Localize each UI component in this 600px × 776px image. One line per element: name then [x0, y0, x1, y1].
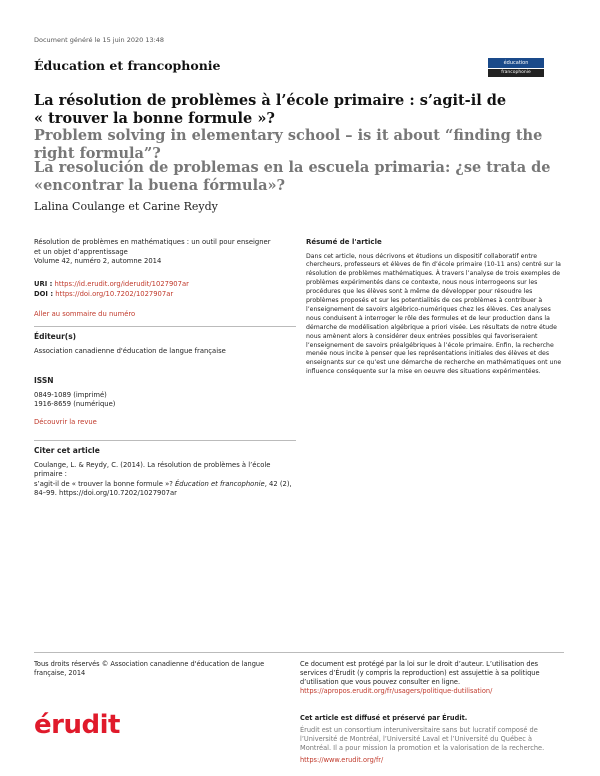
generated-date: Document généré le 15 juin 2020 13:48: [34, 36, 165, 44]
title-english: [34, 127, 554, 163]
journal-logo: [488, 58, 544, 82]
publisher-section: [34, 332, 296, 356]
cite-line1: Coulange, L. & Reydy, C. (2014). La résolution de problèmes à l’école primaire :: [34, 460, 271, 478]
identifiers: [34, 280, 296, 299]
erudit-logo[interactable]: érudit: [34, 710, 120, 740]
abstract-label: Résumé de l'article: [306, 238, 382, 246]
cite-section: [34, 446, 296, 499]
copyright-text: Ce document est protégé par la loi sur le droit d’auteur. L’utilisation des services d’Érudit (y compris la reproduction) est assujettie à sa politique d’utilisation que vous pouvez consulter en ligne.: [300, 660, 540, 686]
cite-journal: Éducation et francophonie: [175, 479, 265, 488]
footer-divider: [34, 652, 564, 653]
issue-info: [34, 238, 296, 267]
doi-row: [34, 290, 296, 300]
title-spanish: [34, 159, 554, 195]
issn-print: 0849-1089 (imprimé): [34, 390, 107, 399]
title-french-line2: « trouver la bonne formule »?: [34, 110, 275, 127]
issue-volume: Volume 42, numéro 2, automne 2014: [34, 257, 162, 265]
issue-title-line1: Résolution de problèmes en mathématiques : un outil pour enseigner: [34, 238, 271, 246]
issue-title-line2: et un objet d’apprentissage: [34, 247, 128, 256]
divider: [34, 440, 296, 441]
uri-label: URI :: [34, 280, 53, 288]
erudit-text: Érudit est un consortium interuniversitaire sans but lucratif composé de l’Université de Montréal, l’Université Laval et l’Université du Québec à Montréal. Il a pour mission la promotion et la valorisation de la recherche.: [300, 726, 545, 752]
erudit-bold: Cet article est diffusé et préservé par Érudit.: [300, 714, 468, 722]
abstract-section: [306, 238, 564, 377]
issn-section: [34, 376, 296, 410]
cite-line2-c: , 42 (2),: [264, 479, 292, 488]
publisher-label: Éditeur(s): [34, 332, 77, 341]
doi-label: DOI :: [34, 289, 54, 298]
title-french: [34, 92, 554, 128]
journal-logo-line1: éducation: [488, 58, 544, 68]
doi-link[interactable]: https://doi.org/10.7202/1027907ar: [55, 289, 174, 298]
erudit-notice: [300, 714, 562, 765]
cite-line3: 84–99. https://doi.org/10.7202/1027907ar: [34, 489, 177, 497]
title-english-line2: right formula”?: [34, 145, 161, 162]
erudit-link[interactable]: https://www.erudit.org/fr/: [300, 756, 384, 764]
issn-digital: 1916-8659 (numérique): [34, 400, 116, 408]
uri-row: [34, 280, 296, 290]
cite-line2: [34, 480, 296, 490]
issn-label: ISSN: [34, 376, 54, 385]
cite-line2-a: s’agit-il de « trouver la bonne formule »?: [34, 479, 175, 488]
policy-link[interactable]: https://apropos.erudit.org/fr/usagers/politique-dutilisation/: [300, 687, 493, 695]
journal-logo-line2: francophonie: [488, 69, 544, 77]
title-spanish-line2: «encontrar la buena fórmula»?: [34, 177, 286, 194]
title-english-line1: Problem solving in elementary school – is it about “finding the: [34, 127, 543, 144]
title-spanish-line1: La resolución de problemas en la escuela primaria: ¿se trata de: [34, 159, 551, 176]
cite-label: Citer cet article: [34, 446, 100, 455]
copyright-notice: [300, 660, 562, 696]
summary-link[interactable]: Aller au sommaire du numéro: [34, 310, 136, 318]
abstract-text: Dans cet article, nous décrivons et étudions un dispositif collaboratif entre chercheurs, professeurs et élèves de fin d’école primaire (10-11 ans) centré sur la résolution de problèmes mathématiques. À travers l’analyse de trois exemples de problèmes expérimentés dans ce contexte, nous nous interrogeons sur les procédures que les élèves sont à même de développer pour résoudre les problèmes proposés et sur les potentialités de ces problèmes à contribuer à l’enseignement de savoirs algébrico-numériques chez les élèves. Ces analyses nous conduisent à interroger le rôle des formules et de leur production dans la démarche de modélisation algébrique a priori visée. Les résultats de notre étude nous amènent alors à considérer deux entrées possibles qui favoriseraient l’enseignement de savoirs préalgébriques à l’école primaire. Enfin, la recherche menée nous incite à penser que les représentations initiales des élèves et des enseignants sur ce qu’est une démarche de recherche en mathématiques ont une influence conséquente sur la mise en oeuvre des situations expérimentées.: [306, 252, 562, 376]
rights-notice: Tous droits réservés © Association canadienne d'éducation de langue française, 2014: [34, 660, 265, 677]
title-french-line1: La résolution de problèmes à l’école primaire : s’agit-il de: [34, 92, 507, 109]
uri-link[interactable]: https://id.erudit.org/iderudit/1027907ar: [54, 280, 189, 288]
authors: Lalina Coulange et Carine Reydy: [34, 200, 218, 213]
discover-link[interactable]: Découvrir la revue: [34, 418, 97, 426]
divider: [34, 326, 296, 327]
journal-name: Éducation et francophonie: [34, 58, 221, 73]
publisher-name: Association canadienne d'éducation de langue française: [34, 346, 226, 355]
